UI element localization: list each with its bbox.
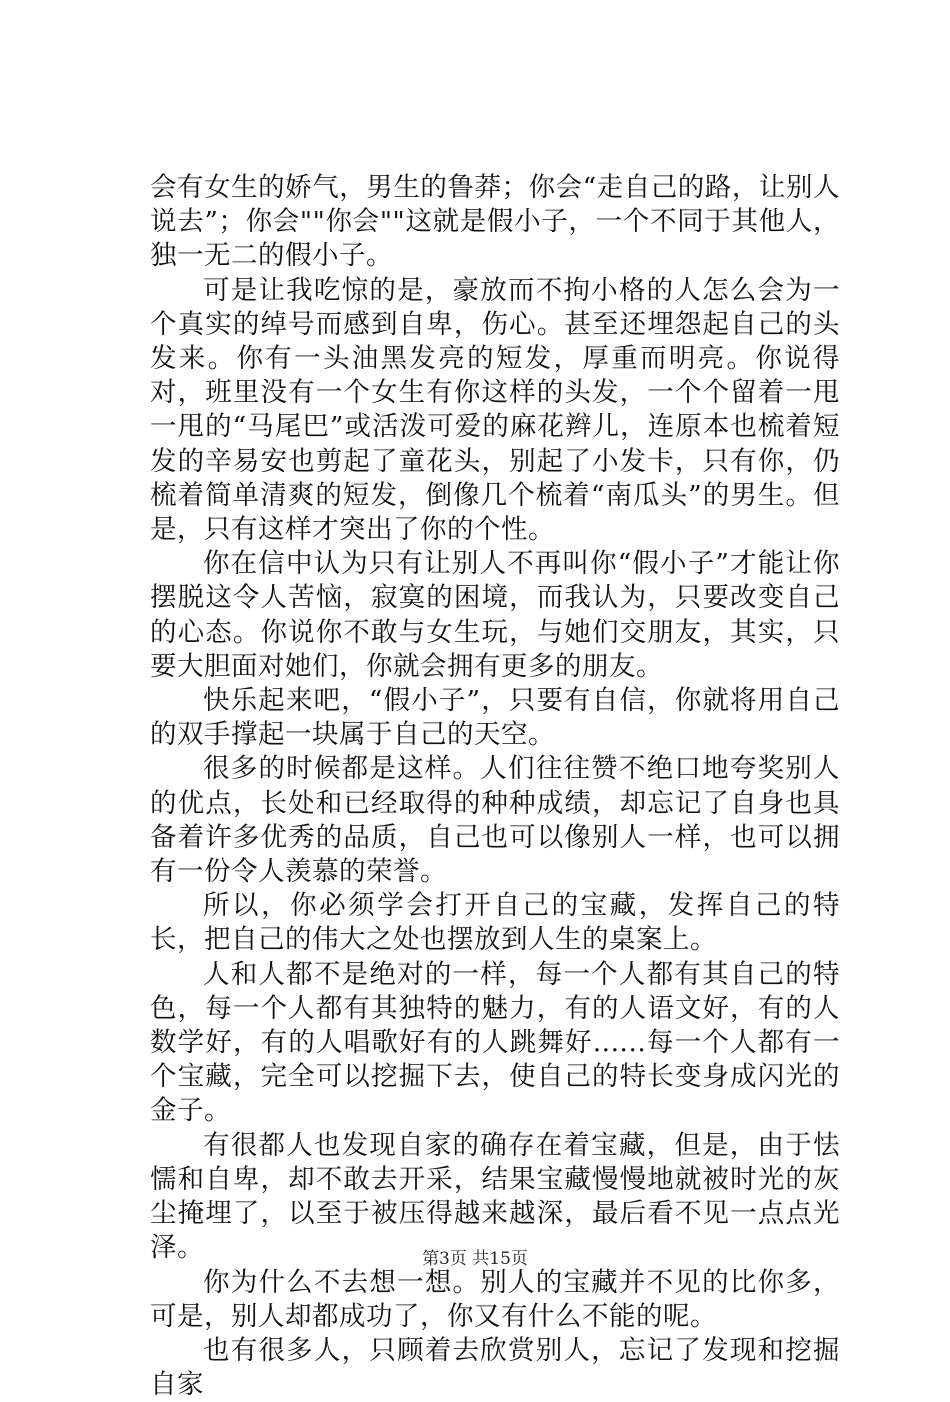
paragraph-3: 你在信中认为只有让别人不再叫你“假小子”才能让你摆脱这令人苦恼，寂寞的困境，而我认为，只要改变自己的心态。你说你不敢与女生玩，与她们交朋友，其实，只要大胆面对她们，你就会拥有更多的朋友。 [150, 548, 840, 682]
paragraph-9: 你为什么不去想一想。别人的宝藏并不见的比你多，可是，别人却都成功了，你又有什么不能的呢。 [150, 1266, 840, 1332]
paragraph-2: 可是让我吃惊的是，豪放而不拘小格的人怎么会为一个真实的绰号而感到自卑，伤心。甚至还埋怨起自己的头发来。你有一头油黑发亮的短发，厚重而明亮。你说得对，班里没有一个女生有你这样的头发，一个个留着一甩一甩的“马尾巴”或活泼可爱的麻花辫儿，连原本也梳着短发的辛易安也剪起了童花头，别起了小发卡，只有你，仍梳着简单清爽的短发，倒像几个梳着“南瓜头”的男生。但是，只有这样才突出了你的个性。 [150, 274, 840, 546]
paragraph-10: 也有很多人，只顾着去欣赏别人，忘记了发现和挖掘自家 [150, 1334, 840, 1401]
paragraph-5: 很多的时候都是这样。人们往往赞不绝口地夸奖别人的优点，长处和已经取得的种种成绩，却忘记了自身也具备着许多优秀的品质，自己也可以像别人一样，也可以拥有一份令人羡慕的荣誉。 [150, 753, 840, 888]
body-text [150, 171, 840, 1402]
paragraph-1: 会有女生的娇气，男生的鲁莽；你会“走自己的路，让别人说去”；你会""你会""这就是假小子，一个不同于其他人，独一无二的假小子。 [150, 172, 840, 272]
page-footer: 第3页 共15页 [422, 1249, 528, 1269]
paragraph-4: 快乐起来吧，“假小子”，只要有自信，你就将用自己的双手撑起一块属于自己的天空。 [150, 685, 840, 751]
paragraph-8: 有很都人也发现自家的确存在着宝藏，但是，由于怯懦和自卑，却不敢去开采，结果宝藏慢慢地就被时光的灰尘掩埋了，以至于被压得越来越深，最后看不见一点点光泽。 [150, 1129, 840, 1264]
paragraph-6: 所以，你必须学会打开自己的宝藏，发挥自己的特长，把自己的伟大之处也摆放到人生的桌案上。 [150, 890, 840, 956]
paragraph-7: 人和人都不是绝对的一样，每一个人都有其自己的特色，每一个人都有其独特的魅力，有的人语文好，有的人数学好，有的人唱歌好有的人跳舞好......每一个人都有一个宝藏，完全可以挖掘下去，使自己的特长变身成闪光的金子。 [150, 958, 840, 1127]
